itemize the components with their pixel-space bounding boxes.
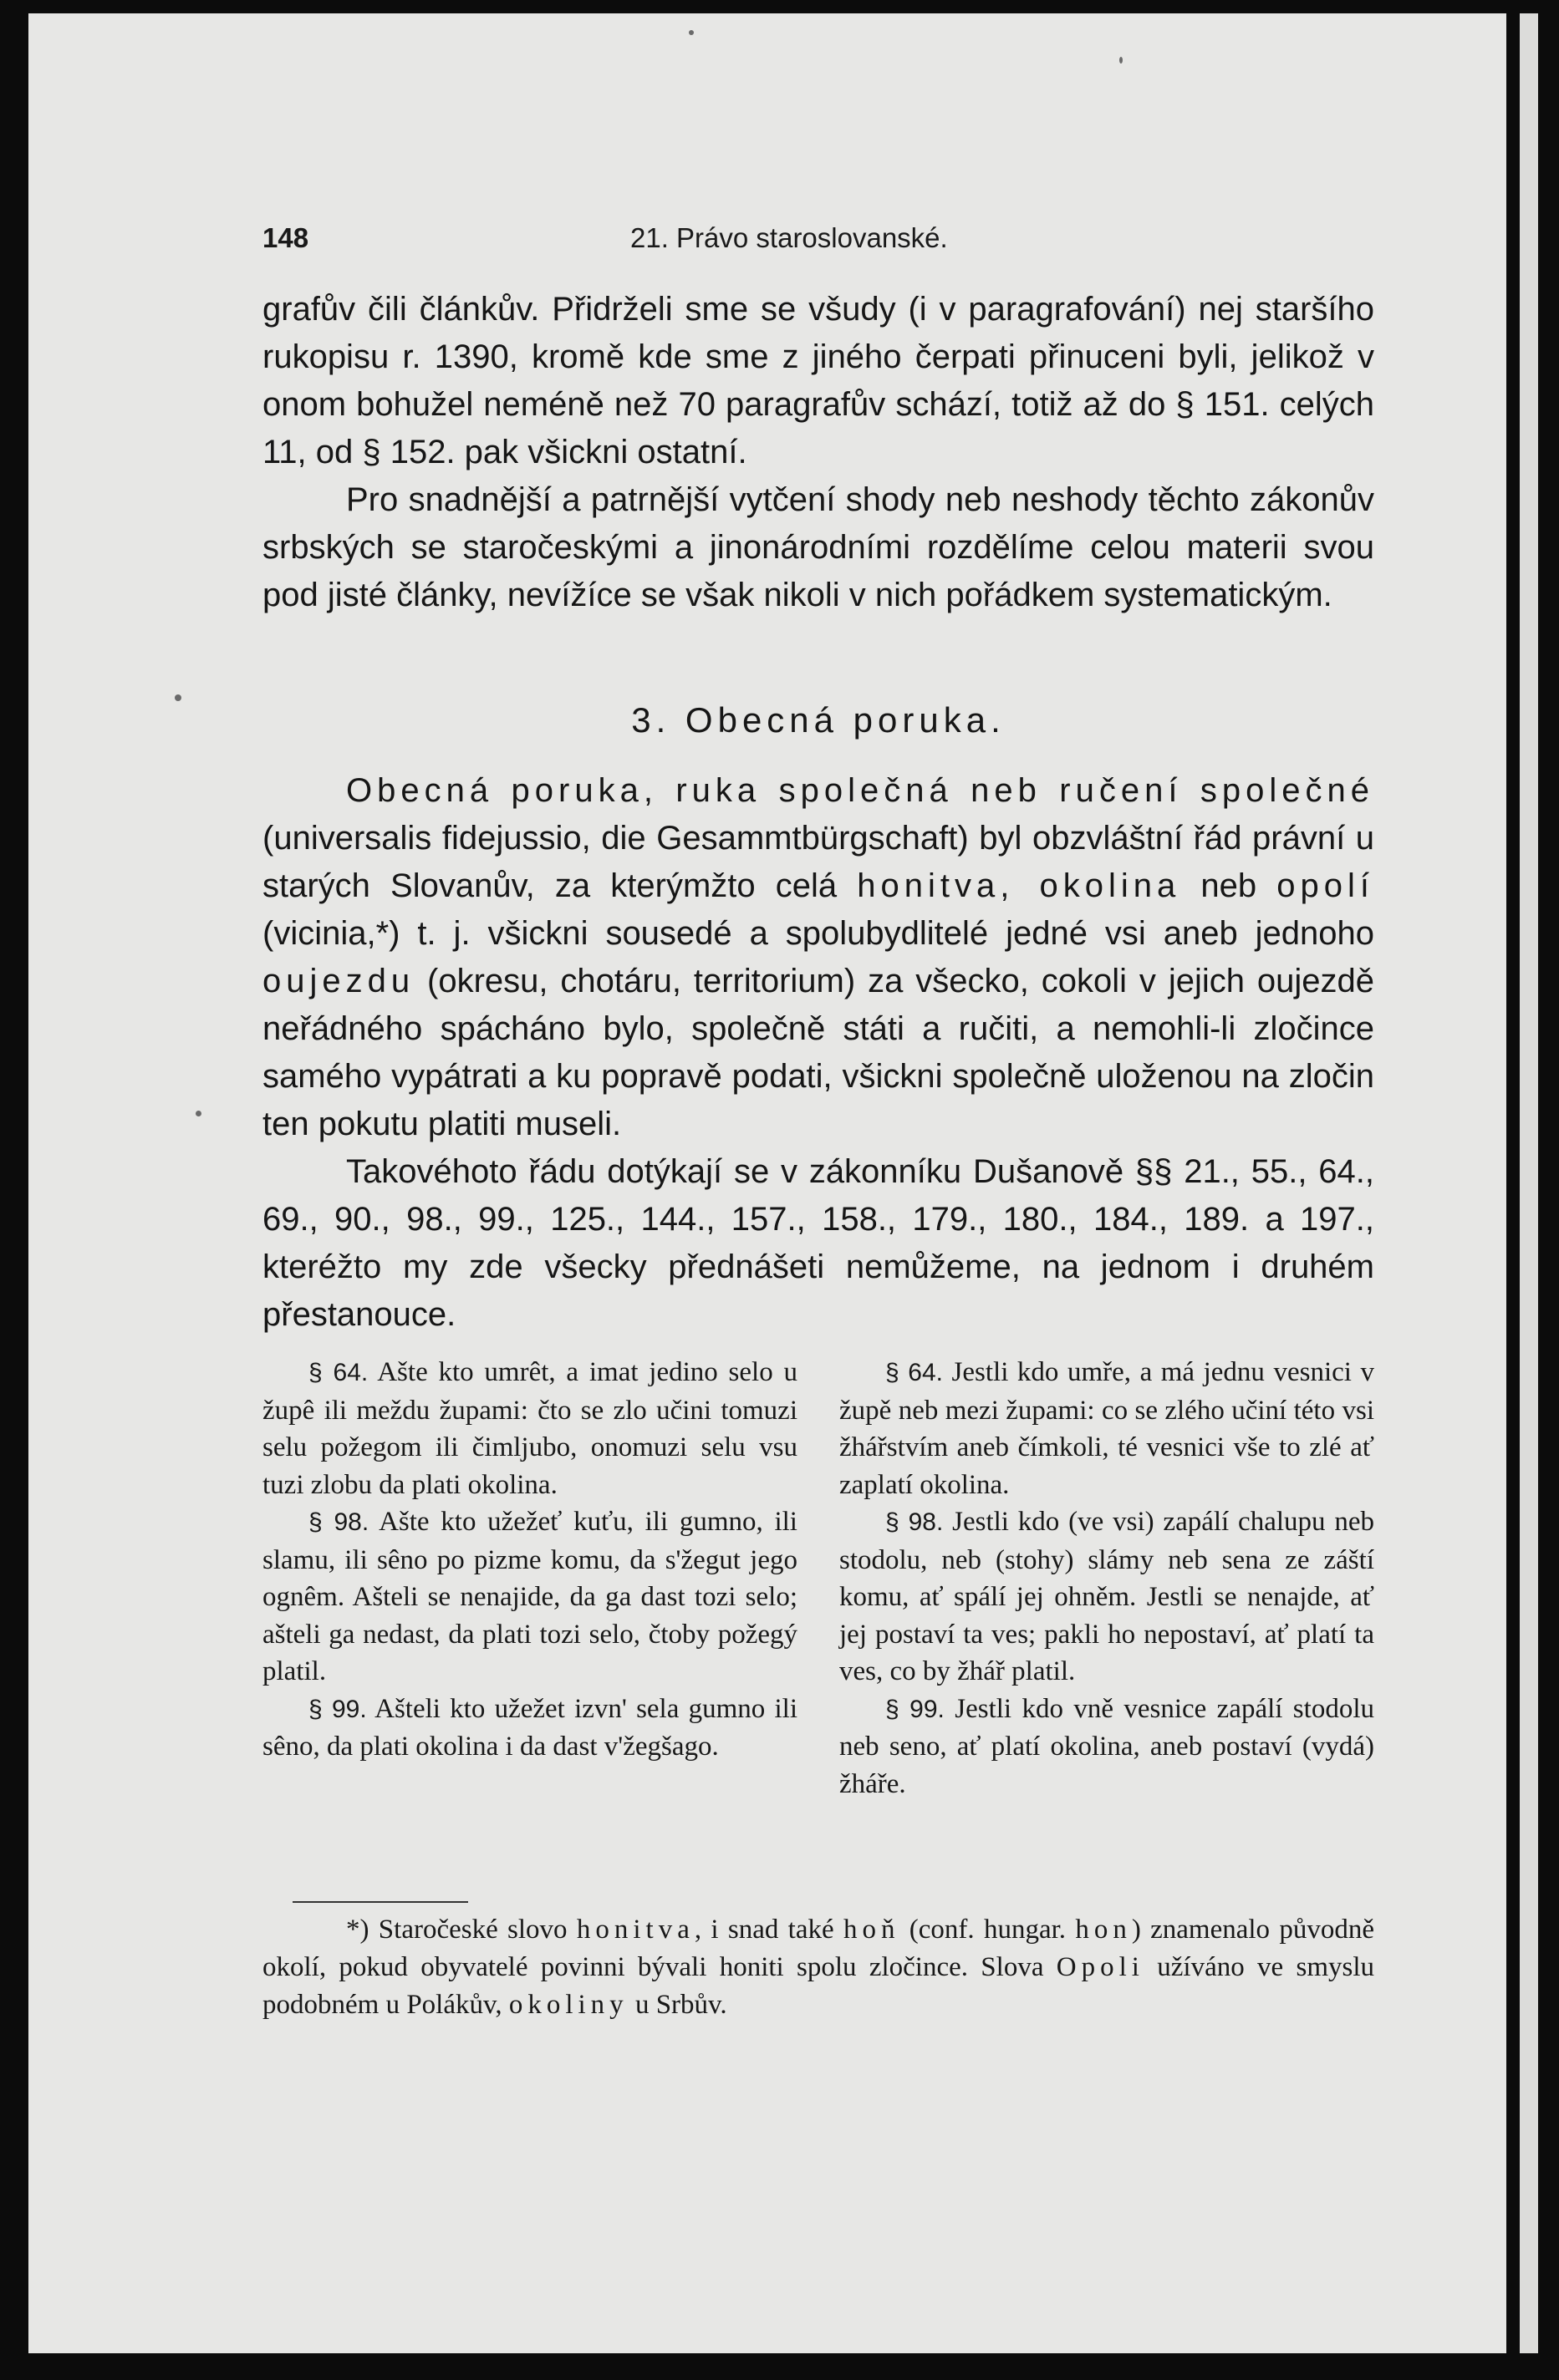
intro-paragraph-2: Pro snadnější a patrnější vytčení shody neb neshody těchto zákonův srbských se staročeskými a jinonárodními rozdělíme celou materii svou pod jisté články, nevížíce se však nikoli v nich pořádkem systematickým. — [262, 481, 1374, 613]
czech-article: § 99. Jestli kdo vně vesnice zapálí stodolu neb seno, ať platí okolina, aneb postaví (vydá) žháře. — [839, 1693, 1374, 1799]
serbian-text-column — [262, 1354, 797, 1766]
ink-speck — [196, 1111, 201, 1116]
term-hon-hungarian: hon — [1075, 1915, 1132, 1945]
ink-speck — [175, 694, 181, 701]
czech-translation-column — [839, 1354, 1374, 1803]
term-hon: hoň — [843, 1915, 900, 1945]
section-paragraph-1: Obecná poruka, ruka společná neb ručení společné (universalis fidejussio, die Gesammtbürgschaft) byl obzvláštní řád právní u starých Slovanův, za kterýmžto celá honitva, okolina neb opolí (vicinia,*) t. j. všickni sousedé a spolubydlitelé jedné vsi aneb jednoho oujezdu (okresu, chotáru, territorium) za všecko, cokoli v jejich oujezdě neřádného spácháno bylo, společně státi a ručiti, a nemohli-li zločince samého vypátrati a ku popravě podati, všickni společně uloženou na zločin ten pokutu platiti museli. — [262, 772, 1375, 1142]
page-header — [262, 216, 1374, 257]
czech-article: § 98. Jestli kdo (ve vsi) zapálí chalupu neb stodolu, neb (stohy) slámy neb sena ze záští komu, ať spálí jej ohněm. Jestli se nenajde, ať jej postaví ta ves; pakli ho nepostaví, ať platí ta ves, co by žhář platil. — [839, 1507, 1374, 1686]
ink-speck — [689, 30, 694, 35]
term-honitva: honitva — [576, 1915, 695, 1945]
serbian-article: § 98. Ašte kto užežeť kuťu, ili gumno, ili slamu, ili sêno po pizme komu, da s'žegut jego ognêm. Ašteli se nenajide, da ga dast tozi selo; ašteli ga nedast, da plati tozi selo, čtoby požegý platil. — [262, 1507, 797, 1686]
term-opoli-footnote: Opoli — [1056, 1952, 1144, 1982]
term-oujezdu: oujezdu — [262, 963, 415, 999]
section-heading: 3. Obecná poruka. — [631, 700, 1006, 740]
intro-paragraph-1: grafův čili článkův. Přidrželi sme se všudy (i v paragrafování) nej staršího rukopisu r. 1390, kromě kde sme z jiného čerpati přinuceni byli, jelikož v onom bohužel neméně než 70 paragrafův schází, totiž až do § 151. celých 11, od § 152. pak všickni ostatní. — [262, 291, 1374, 470]
section-paragraph-2: Takovéhoto řádu dotýkají se v zákonníku Dušanově §§ 21., 55., 64., 69., 90., 98., 99., 125., 144., 157., 158., 179., 180., 184., 189. a 197., kteréžto my zde všecky přednášeti nemůžeme, na jednom i druhém přestanouce. — [262, 1153, 1374, 1333]
term-opoli: opolí — [1276, 867, 1375, 904]
footnote-rule — [293, 1901, 468, 1903]
footnote: *) Staročeské slovo honitva, i snad také hoň (conf. hungar. hon) znamenalo původně okolí, pokud obyvatelé povinni bývali honiti spolu zločince. Slova Opoli užíváno ve smyslu podobném u Polákův, okoliny u Srbův. — [262, 1915, 1374, 2020]
running-title: 21. Právo staroslovanské. — [630, 222, 948, 253]
serbian-article: § 99. Ašteli kto užežet izvn' sela gumno ili sêno, da plati okolina i da dast v'žegšago. — [262, 1693, 798, 1762]
czech-article: § 64. Jestli kdo umře, a má jednu vesnici v župě neb mezi župami: co se zlého učiní této vsi žhářstvím aneb čímkoli, té vesnici vše to zlé ať zaplatí okolina. — [839, 1357, 1374, 1500]
term-obecna-poruka: Obecná poruka, ruka společná neb ručení společné — [346, 772, 1374, 809]
adjacent-page-edge — [1520, 13, 1538, 2353]
ink-speck — [1119, 57, 1123, 64]
term-honitva-okolina: honitva, okolina — [857, 867, 1181, 904]
serbian-article: § 64. Ašte kto umrêt, a imat jedino selo u župê ili meždu župami: čto se zlo učini tomuzi selu požegom ili čimljubo, onomuzi selu vsu tuzi zlobu da plati okolina. — [262, 1357, 797, 1500]
term-okoliny: okoliny — [508, 1990, 629, 2020]
page-number: 148 — [262, 222, 309, 253]
